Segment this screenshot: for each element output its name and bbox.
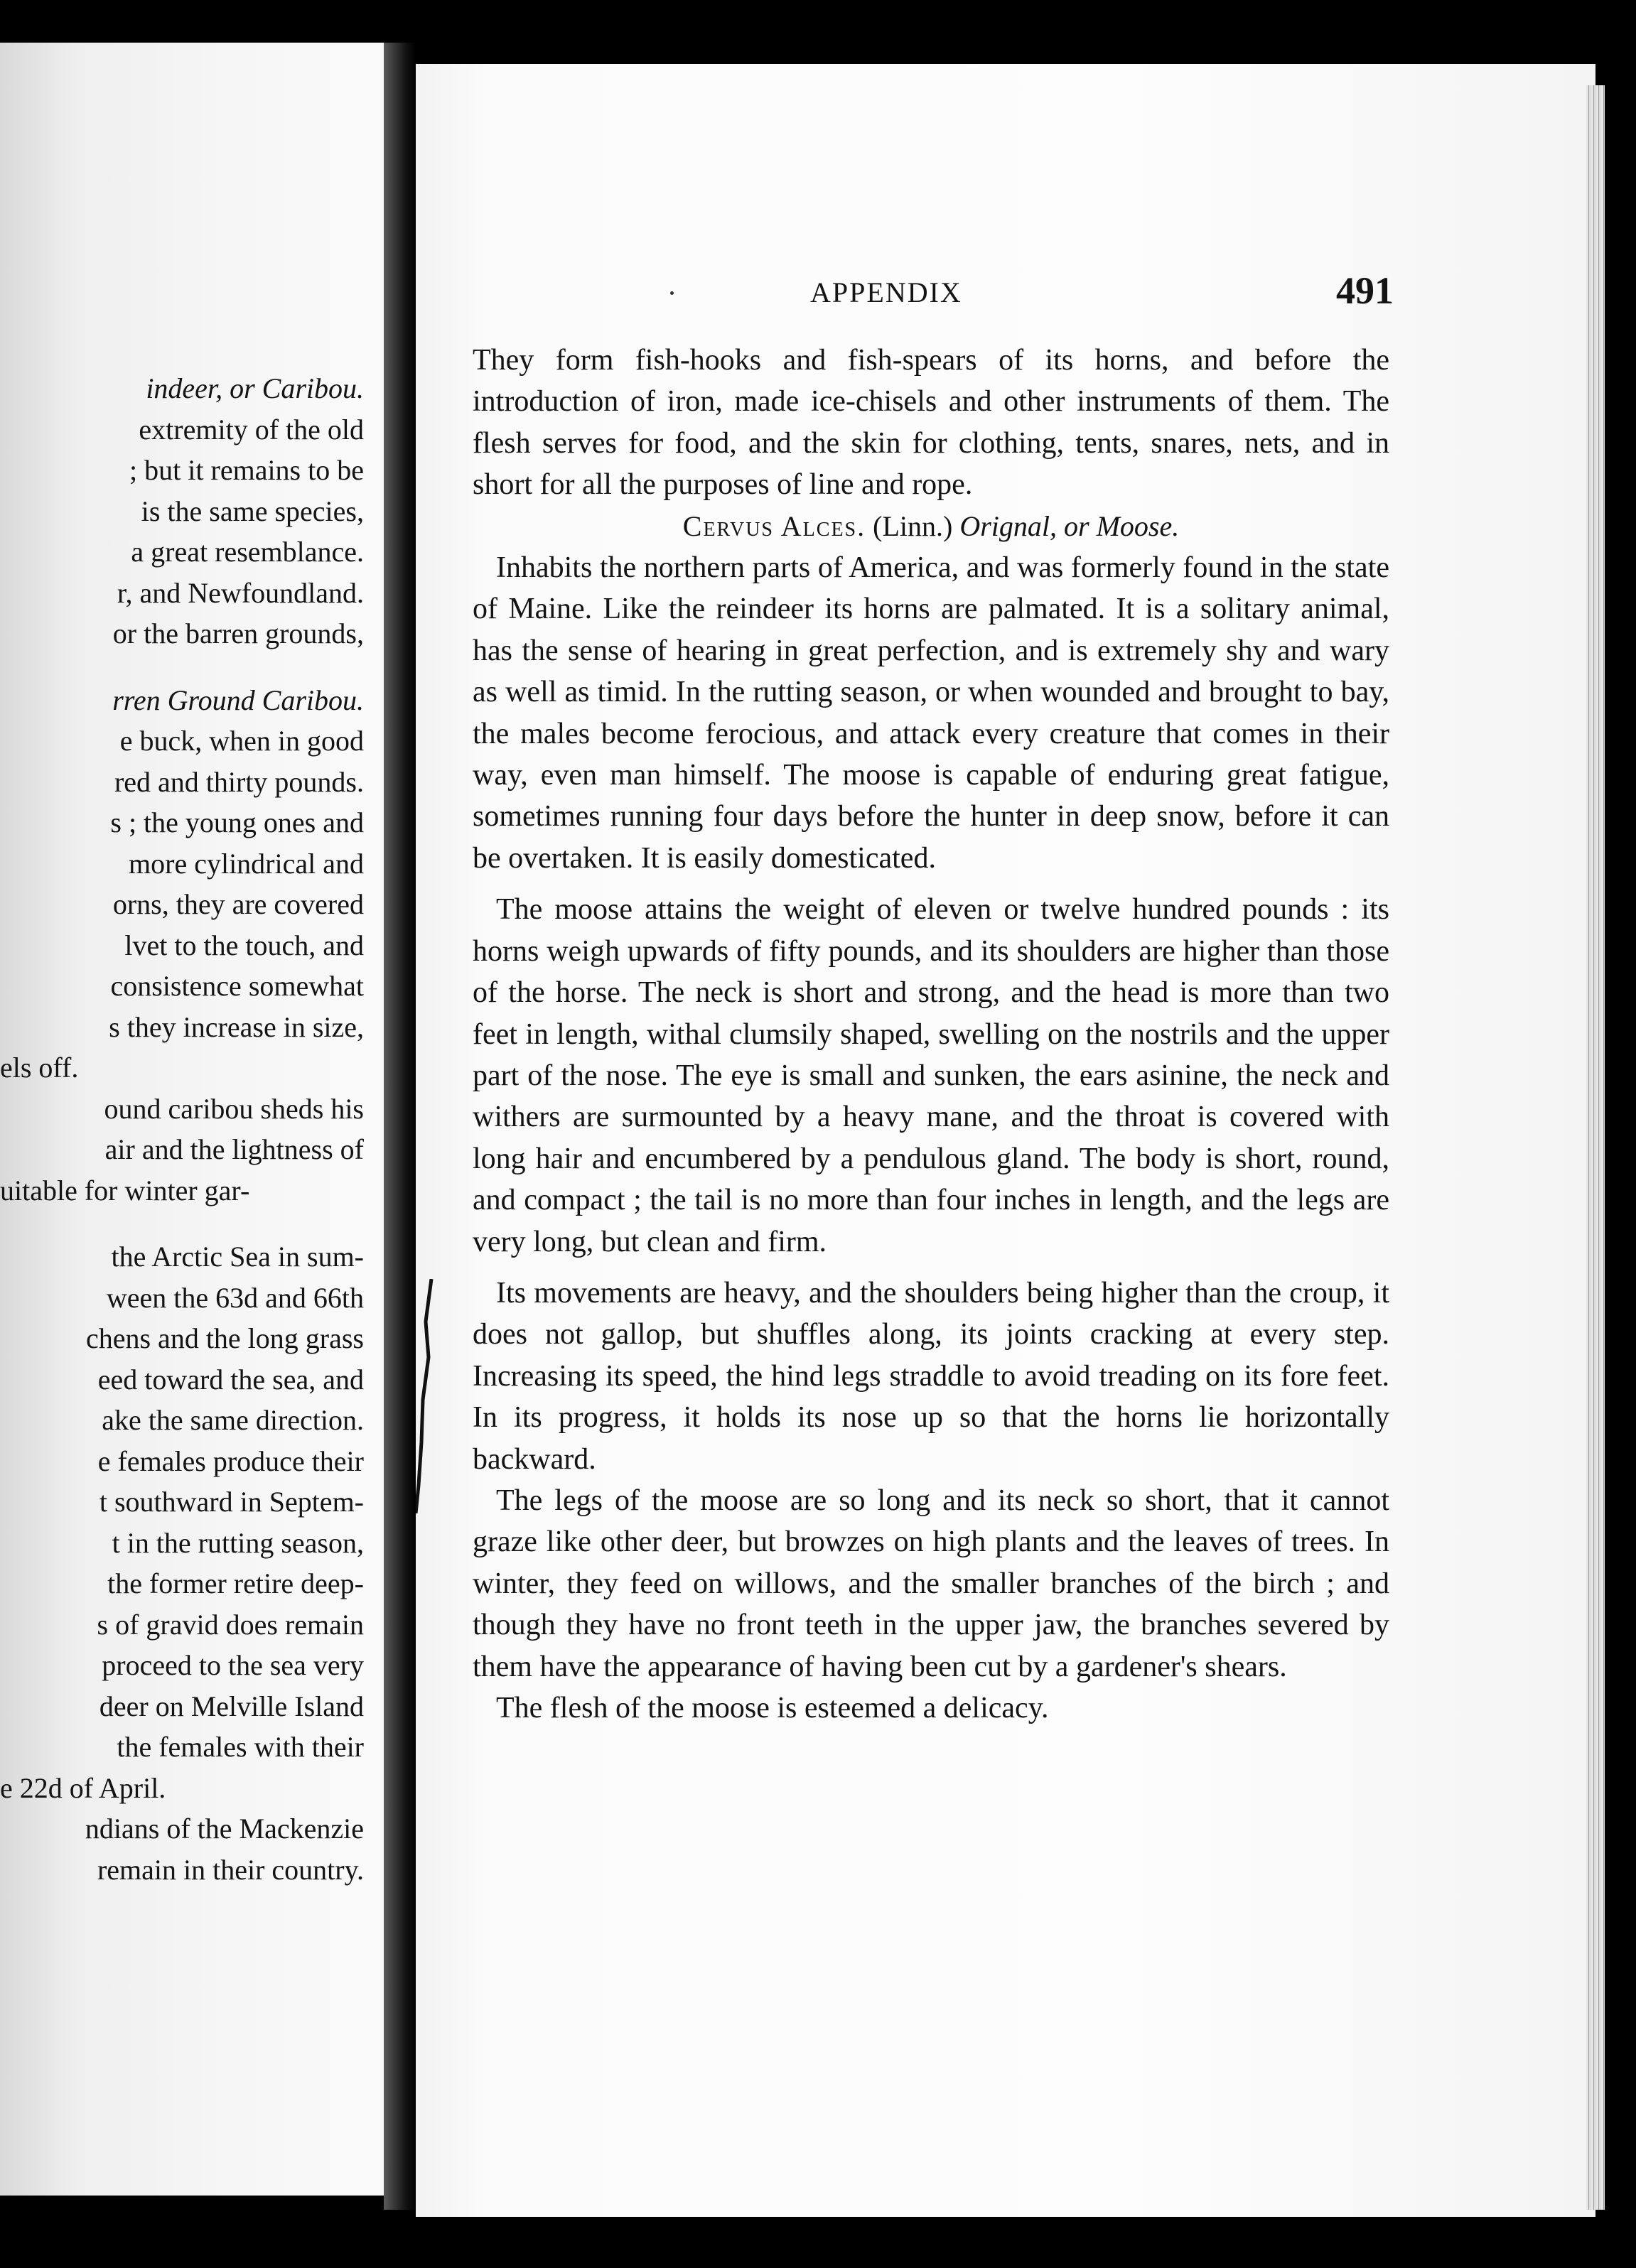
running-head: APPENDIX [810, 276, 962, 308]
intro-paragraph: They form fish-hooks and fish-spears of its horns, and before the introduction of iron, made ice-chisels and other instruments of them. The flesh serves for food, and the skin for clothing, tents, snares, nets, and in short for all the purposes of line and rope. [473, 344, 1389, 502]
left-text-line: r, and Newfoundland. [117, 576, 364, 609]
left-text-line: ake the same direction. [102, 1404, 364, 1436]
left-text-line: extremity of the old [139, 413, 364, 446]
species-common-name: Orignal, or Moose. [959, 509, 1180, 542]
left-text-line: lvet to the touch, and [124, 929, 364, 961]
left-text-line: the females with their [117, 1731, 364, 1763]
left-text-line: consistence somewhat [110, 970, 364, 1002]
page-number: 491 [1336, 269, 1394, 312]
left-text-line: chens and the long grass [85, 1322, 364, 1354]
species-genus: Cervus Alces. [682, 509, 866, 542]
left-text-line: s ; the young ones and [110, 806, 364, 838]
left-text-line: e 22d of April. [0, 1771, 166, 1804]
right-page-body [473, 340, 1389, 1729]
left-text-line: the Arctic Sea in sum- [111, 1241, 364, 1273]
book-spine [384, 43, 416, 2210]
left-text-line: ; but it remains to be [129, 454, 364, 486]
page-edges [1586, 85, 1605, 2210]
paragraph-movement: Its movements are heavy, and the shoulders being higher than the croup, it does not gallop, but shuffles along, its joints cracking at every step. Increasing its speed, the hind legs straddle to avoid treading on its fore feet. In its progress, it holds its nose up so that the horns lie horizontally backward. [473, 1276, 1389, 1476]
left-section-heading: indeer, or Caribou. [146, 372, 364, 404]
left-text-line: uitable for winter gar- [0, 1174, 250, 1206]
paragraph-flesh: The flesh of the moose is esteemed a delicacy. [496, 1692, 1049, 1724]
left-text-line: s of gravid does remain [97, 1608, 364, 1641]
left-text-line: more cylindrical and [129, 847, 364, 880]
left-page [0, 43, 384, 2196]
left-text-line: the former retire deep- [107, 1567, 364, 1599]
paragraph-feeding: The legs of the moose are so long and its neck so short, that it cannot graze like other deer, but browzes on high plants and the leaves of trees. In winter, they feed on willows, and the smaller branches of the birch ; and though they have no front teeth in the upper jaw, the branches severed by them have the appearance of having been cut by a gardener's shears. [473, 1484, 1389, 1683]
paragraph-habitat: Inhabits the northern parts of America, and was formerly found in the state of Maine. Like the reindeer its horns are palmated. It is a solitary animal, has the sense of hearing in great perfection, and is extremely shy and wary as well as timid. In the rutting season, or when wounded and brought to bay, the males become ferocious, and attack every creature that comes in their way, even man himself. The moose is capable of enduring great fatigue, sometimes running four days before the hunter in deep snow, before it can be overtaken. It is easily domesticated. [473, 551, 1389, 875]
left-text-line: is the same species, [141, 495, 364, 527]
left-text-line: ween the 63d and 66th [106, 1281, 364, 1314]
left-text-line: e females produce their [97, 1444, 364, 1477]
left-text-line: orns, they are covered [112, 888, 364, 920]
left-text-line: deer on Melville Island [99, 1690, 364, 1722]
printer-mark [670, 291, 674, 295]
left-text-line: air and the lightness of [104, 1133, 364, 1165]
left-text-line: eed toward the sea, and [97, 1363, 364, 1395]
left-text-line: e buck, when in good [119, 725, 364, 757]
left-text-line: t southward in Septem- [99, 1486, 364, 1518]
left-page-text [0, 368, 364, 1890]
left-text-line: or the barren grounds, [112, 617, 364, 649]
species-heading [473, 506, 1389, 547]
left-text-line: s they increase in size, [109, 1010, 364, 1043]
left-text-line: ound caribou sheds his [104, 1092, 364, 1125]
left-text-line: t in the rutting season, [112, 1526, 364, 1559]
left-text-line: proceed to the sea very [102, 1649, 364, 1681]
left-text-line: red and thirty pounds. [114, 765, 364, 798]
species-authority: (Linn.) [873, 509, 953, 542]
paragraph-weight: The moose attains the weight of eleven or twelve hundred pounds : its horns weigh upwards of fifty pounds, and its shoulders are higher than those of the horse. The neck is short and strong, and the head is more than two feet in length, withal clumsily shaped, swelling on the nostrils and the upper part of the nose. The eye is small and sunken, the ears asinine, the neck and withers are surmounted by a heavy mane, and the throat is covered with long hair and encumbered by a pendulous gland. The body is short, round, and compact ; the tail is no more than four inches in length, and the legs are very long, but clean and firm. [473, 893, 1389, 1258]
page-tear-mark [416, 1279, 437, 1513]
left-text-line: a great resemblance. [131, 536, 364, 568]
left-section-heading: rren Ground Caribou. [112, 684, 364, 716]
left-text-line: remain in their country. [97, 1853, 364, 1886]
left-text-line: els off. [0, 1052, 79, 1084]
left-text-line: ndians of the Mackenzie [85, 1813, 364, 1845]
